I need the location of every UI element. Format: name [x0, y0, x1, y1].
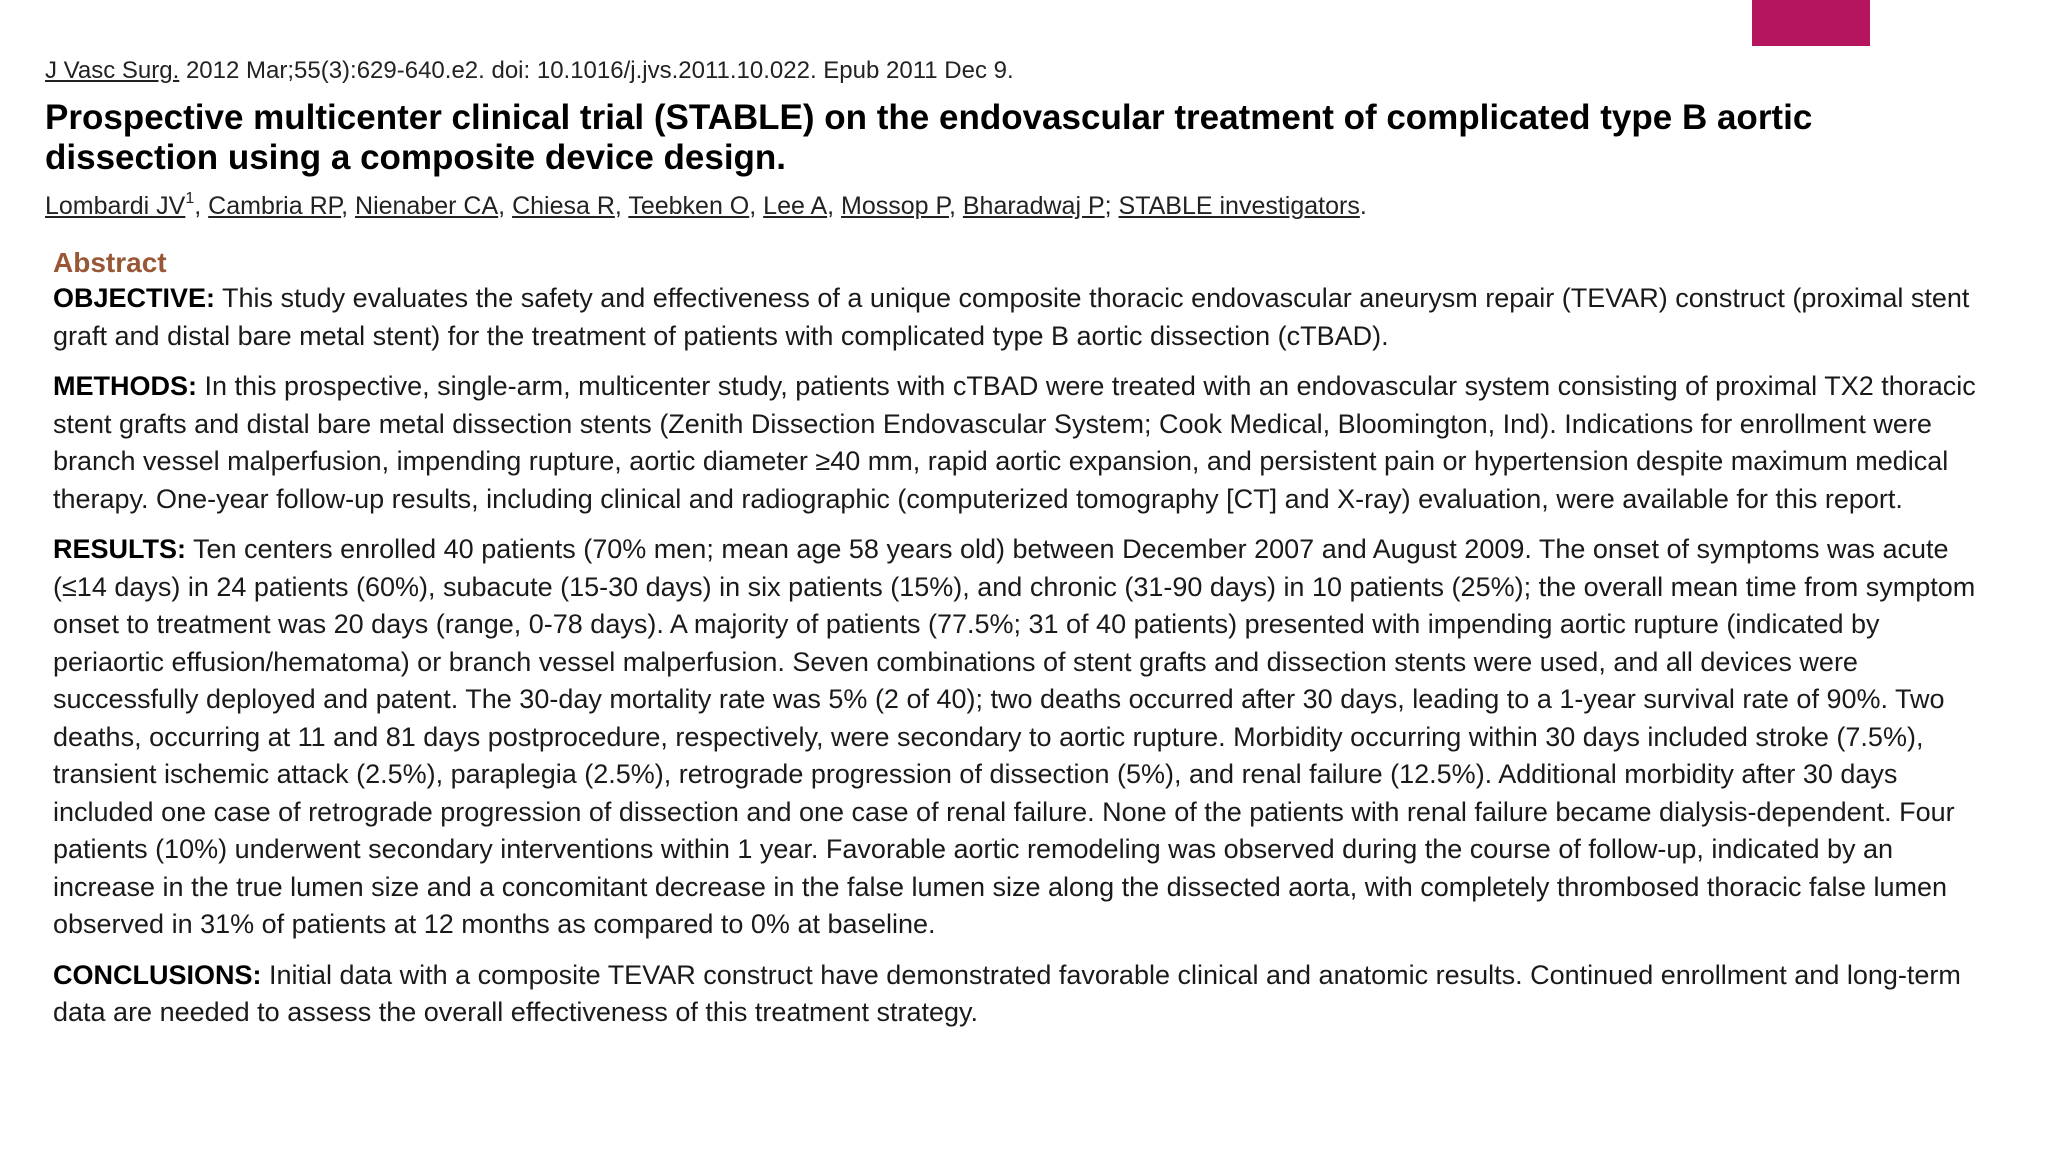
abstract-objective	[53, 280, 1983, 355]
affiliation-mark: 1	[185, 189, 195, 207]
abstract-body	[53, 280, 1983, 1045]
author-list: Lombardi $JV^1$, Cambria RP, Nienaber CA, Chiesa R, Teebken O, Lee A, Mossop P, Bharadwaj P; STABLE investigators.	[45, 189, 1367, 220]
abstract-heading: Abstract	[53, 247, 167, 278]
citation-details: 2012 Mar;55(3):629-640.e2. doi: 10.1016/j.jvs.2011.10.022. Epub 2011 Dec 9.	[179, 57, 1014, 84]
author-link[interactable]: Lee A	[763, 192, 828, 220]
author-link[interactable]: Nienaber CA	[355, 192, 499, 220]
author-link[interactable]: Chiesa R	[512, 192, 615, 220]
author-link[interactable]: Lombardi JV	[45, 192, 186, 220]
section-label: RESULTS:	[53, 534, 186, 564]
abstract-methods	[53, 368, 1983, 518]
abstract-results	[53, 531, 1983, 944]
section-label: OBJECTIVE:	[53, 283, 216, 313]
accent-block	[1752, 0, 1870, 46]
investigators-link[interactable]: STABLE investigators	[1118, 192, 1360, 220]
author-link[interactable]: Bharadwaj P	[962, 192, 1105, 220]
section-text: In this prospective, single-arm, multicenter study, patients with cTBAD were treated with an endovascular system consisting of proximal TX2 thoracic stent grafts and distal bare metal dissection stents (Zenith Dissection Endovascular System; Cook Medical, Bloomington, Ind). Indications for enrollment were branch vessel malperfusion, impending rupture, aortic diameter ≥40 mm, rapid aortic expansion, and persistent pain or hypertension despite maximum medical therapy. One-year follow-up results, including clinical and radiographic (computerized tomography [CT] and X-ray) evaluation, were available for this report.	[53, 371, 1976, 514]
author-link[interactable]: Cambria RP	[208, 192, 342, 220]
abstract-conclusions	[53, 957, 1983, 1032]
section-text: Initial data with a composite TEVAR construct have demonstrated favorable clinical and anatomic results. Continued enrollment and long-term data are needed to assess the overall effectiveness of this treatment strategy.	[53, 959, 1961, 1027]
article-title: Prospective multicenter clinical trial (STABLE) on the endovascular treatment of complicated type B aortic dissection using a composite device design.	[45, 98, 1813, 177]
section-label: METHODS:	[53, 371, 197, 401]
author-link[interactable]: Teebken O	[628, 192, 750, 220]
section-label: CONCLUSIONS:	[53, 959, 262, 990]
citation-line	[45, 56, 1014, 86]
section-text: Ten centers enrolled 40 patients (70% men; mean age 58 years old) between December 2007 and August 2009. The onset of symptoms was acute (≤14 days) in 24 patients (60%), subacute (15-30 days) in six patients (15%), and chronic (31-90 days) in 10 patients (25%); the overall mean time from symptom onset to treatment was 20 days (range, 0-78 days). A majority of patients (77.5%; 31 of 40 patients) presented with impending aortic rupture (indicated by periaortic effusion/hematoma) or branch vessel malperfusion. Seven combinations of stent grafts and dissection stents were used, and all devices were successfully deployed and patent. The 30-day mortality rate was 5% (2 of 40); two deaths occurred after 30 days, leading to a 1-year survival rate of 90%. Two deaths, occurring at 11 and 81 days postprocedure, respectively, were secondary to aortic rupture. Morbidity occurring within 30 days included stroke (7.5%), transient ischemic attack (2.5%), paraplegia (2.5%), retrograde progression of dissection (5%), and renal failure (12.5%). Additional morbidity after 30 days included one case of retrograde progression of dissection and one case of renal failure. None of the patients with renal failure became dialysis-dependent. Four patients (10%) underwent secondary interventions within 1 year. Favorable aortic remodeling was observed during the course of follow-up, indicated by an increase in the true lumen size and a concomitant decrease in the false lumen size along the dissected aorta, with completely thrombosed thoracic false lumen observed in 31% of patients at 12 months as compared to 0% at baseline.	[53, 534, 1976, 939]
author-link[interactable]: Mossop P	[841, 192, 949, 220]
section-text: This study evaluates the safety and effectiveness of a unique composite thoracic endovascular aneurysm repair (TEVAR) construct (proximal stent graft and distal bare metal stent) for the treatment of patients with complicated type B aortic dissection (cTBAD).	[53, 283, 1970, 351]
journal-link[interactable]: J Vasc Surg.	[45, 57, 180, 84]
